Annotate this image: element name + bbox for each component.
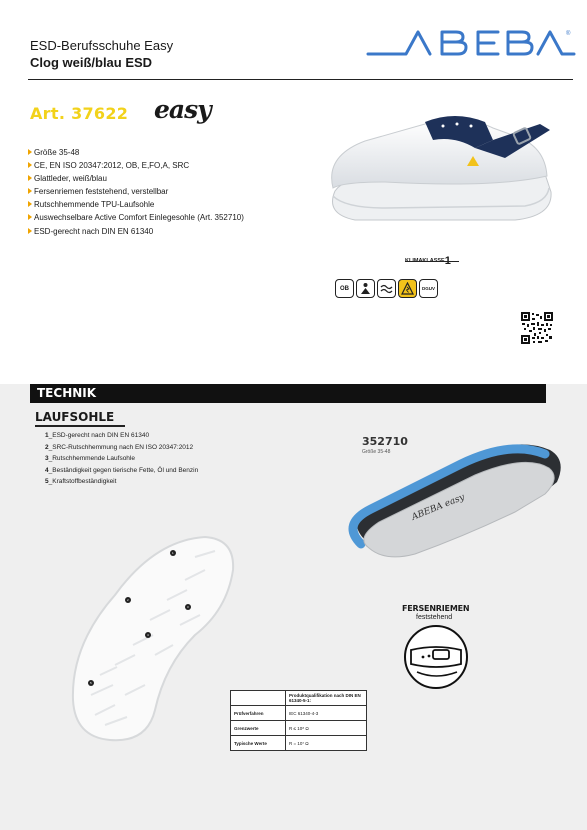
table-row: Prüfverfahren IEC 61340-4-3 (231, 706, 367, 721)
ob-icon: OB (335, 279, 354, 298)
technik-item: 2_SRC-Rutschhemmung nach EN ISO 20347:2012 (45, 443, 194, 451)
table-header: Produktqualifikation nach DIN EN 61340-5-1: (286, 691, 367, 706)
feature-item: Glattleder, weiß/blau (28, 172, 244, 185)
dguv-icon: DGUV (419, 279, 438, 298)
svg-text:2: 2 (127, 598, 129, 602)
technik-item: 5_Kraftstoffbeständigkeit (45, 478, 117, 486)
bullet-icon (28, 201, 32, 207)
fersenriemen-title: FERSENRIEMEN (402, 604, 470, 613)
bullet-icon (28, 149, 32, 155)
technik-heading: TECHNIK (37, 386, 97, 400)
feature-item: Rutschhemmende TPU-Laufsohle (28, 198, 244, 211)
svg-text:4: 4 (147, 633, 149, 637)
fersenriemen-sub: feststehend (416, 614, 453, 621)
feature-list (28, 146, 244, 238)
insole-number: 352710 (362, 435, 408, 448)
bullet-icon (28, 228, 32, 234)
page-subtitle: Clog weiß/blau ESD (30, 55, 153, 70)
esd-qualification-table (230, 690, 367, 751)
brand-text: ABEBA (366, 26, 370, 27)
feature-item: CE, EN ISO 20347:2012, OB, E,FO,A, SRC (28, 159, 244, 172)
esd-icon (398, 279, 417, 298)
svg-text:3: 3 (187, 605, 189, 609)
bullet-icon (28, 188, 32, 194)
certification-icons (335, 279, 438, 298)
insole-size: Größe 35-48 (362, 449, 391, 455)
worker-icon (356, 279, 375, 298)
header-divider (28, 79, 573, 80)
qr-code (521, 312, 553, 344)
outsole-image (55, 525, 240, 750)
clog-image (325, 96, 560, 236)
bullet-icon (28, 175, 32, 181)
table-header-row (231, 691, 367, 706)
feature-item: Größe 35-48 (28, 146, 244, 159)
abeba-logo (366, 26, 576, 60)
technik-list (45, 430, 198, 488)
svg-text:®: ® (566, 31, 571, 37)
svg-text:5: 5 (90, 681, 92, 685)
laufsohle-underline (35, 425, 125, 427)
page-title: ESD-Berufsschuhe Easy (30, 38, 174, 53)
bullet-icon (28, 162, 32, 168)
svg-text:1: 1 (172, 551, 174, 555)
table-row: Typische Werte R = 10⁷ Ω (231, 736, 367, 751)
feature-item: Auswechselbare Active Comfort Einlegesohle (Art. 352710) (28, 211, 244, 224)
table-row: Grenzwerte R ≤ 10⁸ Ω (231, 721, 367, 736)
article-number: Art. 37622 (30, 104, 129, 123)
bullet-icon (28, 214, 32, 220)
klima-underline (405, 261, 459, 262)
technik-item: 4_Beständigkeit gegen tierische Fette, Öl und Benzin (45, 466, 199, 474)
wave-icon (377, 279, 396, 298)
technik-item: 3_Rutschhemmende Laufsohle (45, 455, 135, 463)
laufsohle-heading: LAUFSOHLE (35, 410, 115, 424)
technik-item: 1_ESD-gerecht nach DIN EN 61340 (45, 432, 150, 439)
feature-item: Fersenriemen feststehend, verstellbar (28, 185, 244, 198)
insole-brand: ABEBA easy (410, 492, 467, 523)
technik-header-bar (30, 384, 546, 403)
heel-strap-icon (403, 624, 469, 690)
easy-logo: easy (154, 95, 211, 124)
klimaklasse-label (405, 253, 451, 265)
feature-item: ESD-gerecht nach DIN EN 61340 (28, 225, 244, 238)
